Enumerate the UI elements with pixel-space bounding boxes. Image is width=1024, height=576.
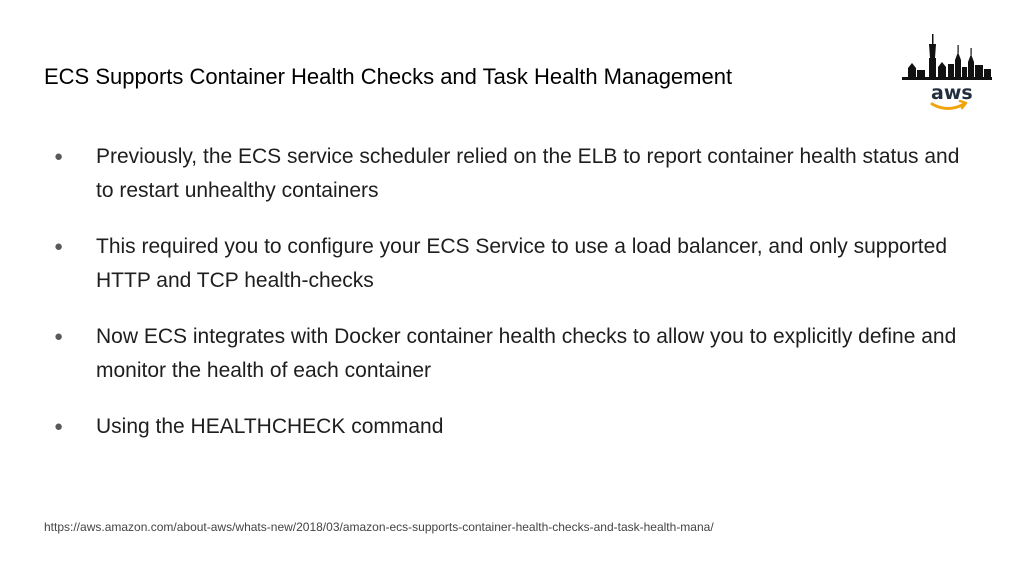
- slide-title: ECS Supports Container Health Checks and Task Health Management: [44, 64, 733, 89]
- bullet-marker: ●: [54, 238, 64, 255]
- bullet-item: [52, 320, 972, 388]
- aws-skyline-logo-icon: [902, 34, 992, 116]
- skyline-icon: [902, 34, 992, 80]
- bullet-marker: ●: [54, 148, 64, 165]
- source-url-link[interactable]: https://aws.amazon.com/about-aws/whats-new/2018/03/amazon-ecs-supports-container-health-checks-and-task-health-mana/: [44, 520, 714, 534]
- bullet-marker: ●: [54, 328, 64, 345]
- bullet-text: Using the HEALTHCHECK command: [96, 415, 444, 438]
- aws-logo: [902, 34, 992, 116]
- aws-smile-icon: [932, 104, 964, 109]
- bullet-item: [52, 140, 972, 208]
- bullet-marker: ●: [54, 418, 64, 435]
- bullet-text: Previously, the ECS service scheduler relied on the ELB to report container health status and to restart unhealthy containers: [96, 145, 960, 202]
- aws-wordmark: aws: [931, 82, 973, 104]
- bullet-item: [52, 230, 972, 298]
- bullet-list: [52, 140, 972, 444]
- bullet-text: Now ECS integrates with Docker container health checks to allow you to explicitly define and monitor the health of each container: [96, 325, 957, 382]
- bullet-item: [52, 410, 972, 444]
- bullet-text: This required you to configure your ECS Service to use a load balancer, and only supported HTTP and TCP health-checks: [96, 235, 948, 292]
